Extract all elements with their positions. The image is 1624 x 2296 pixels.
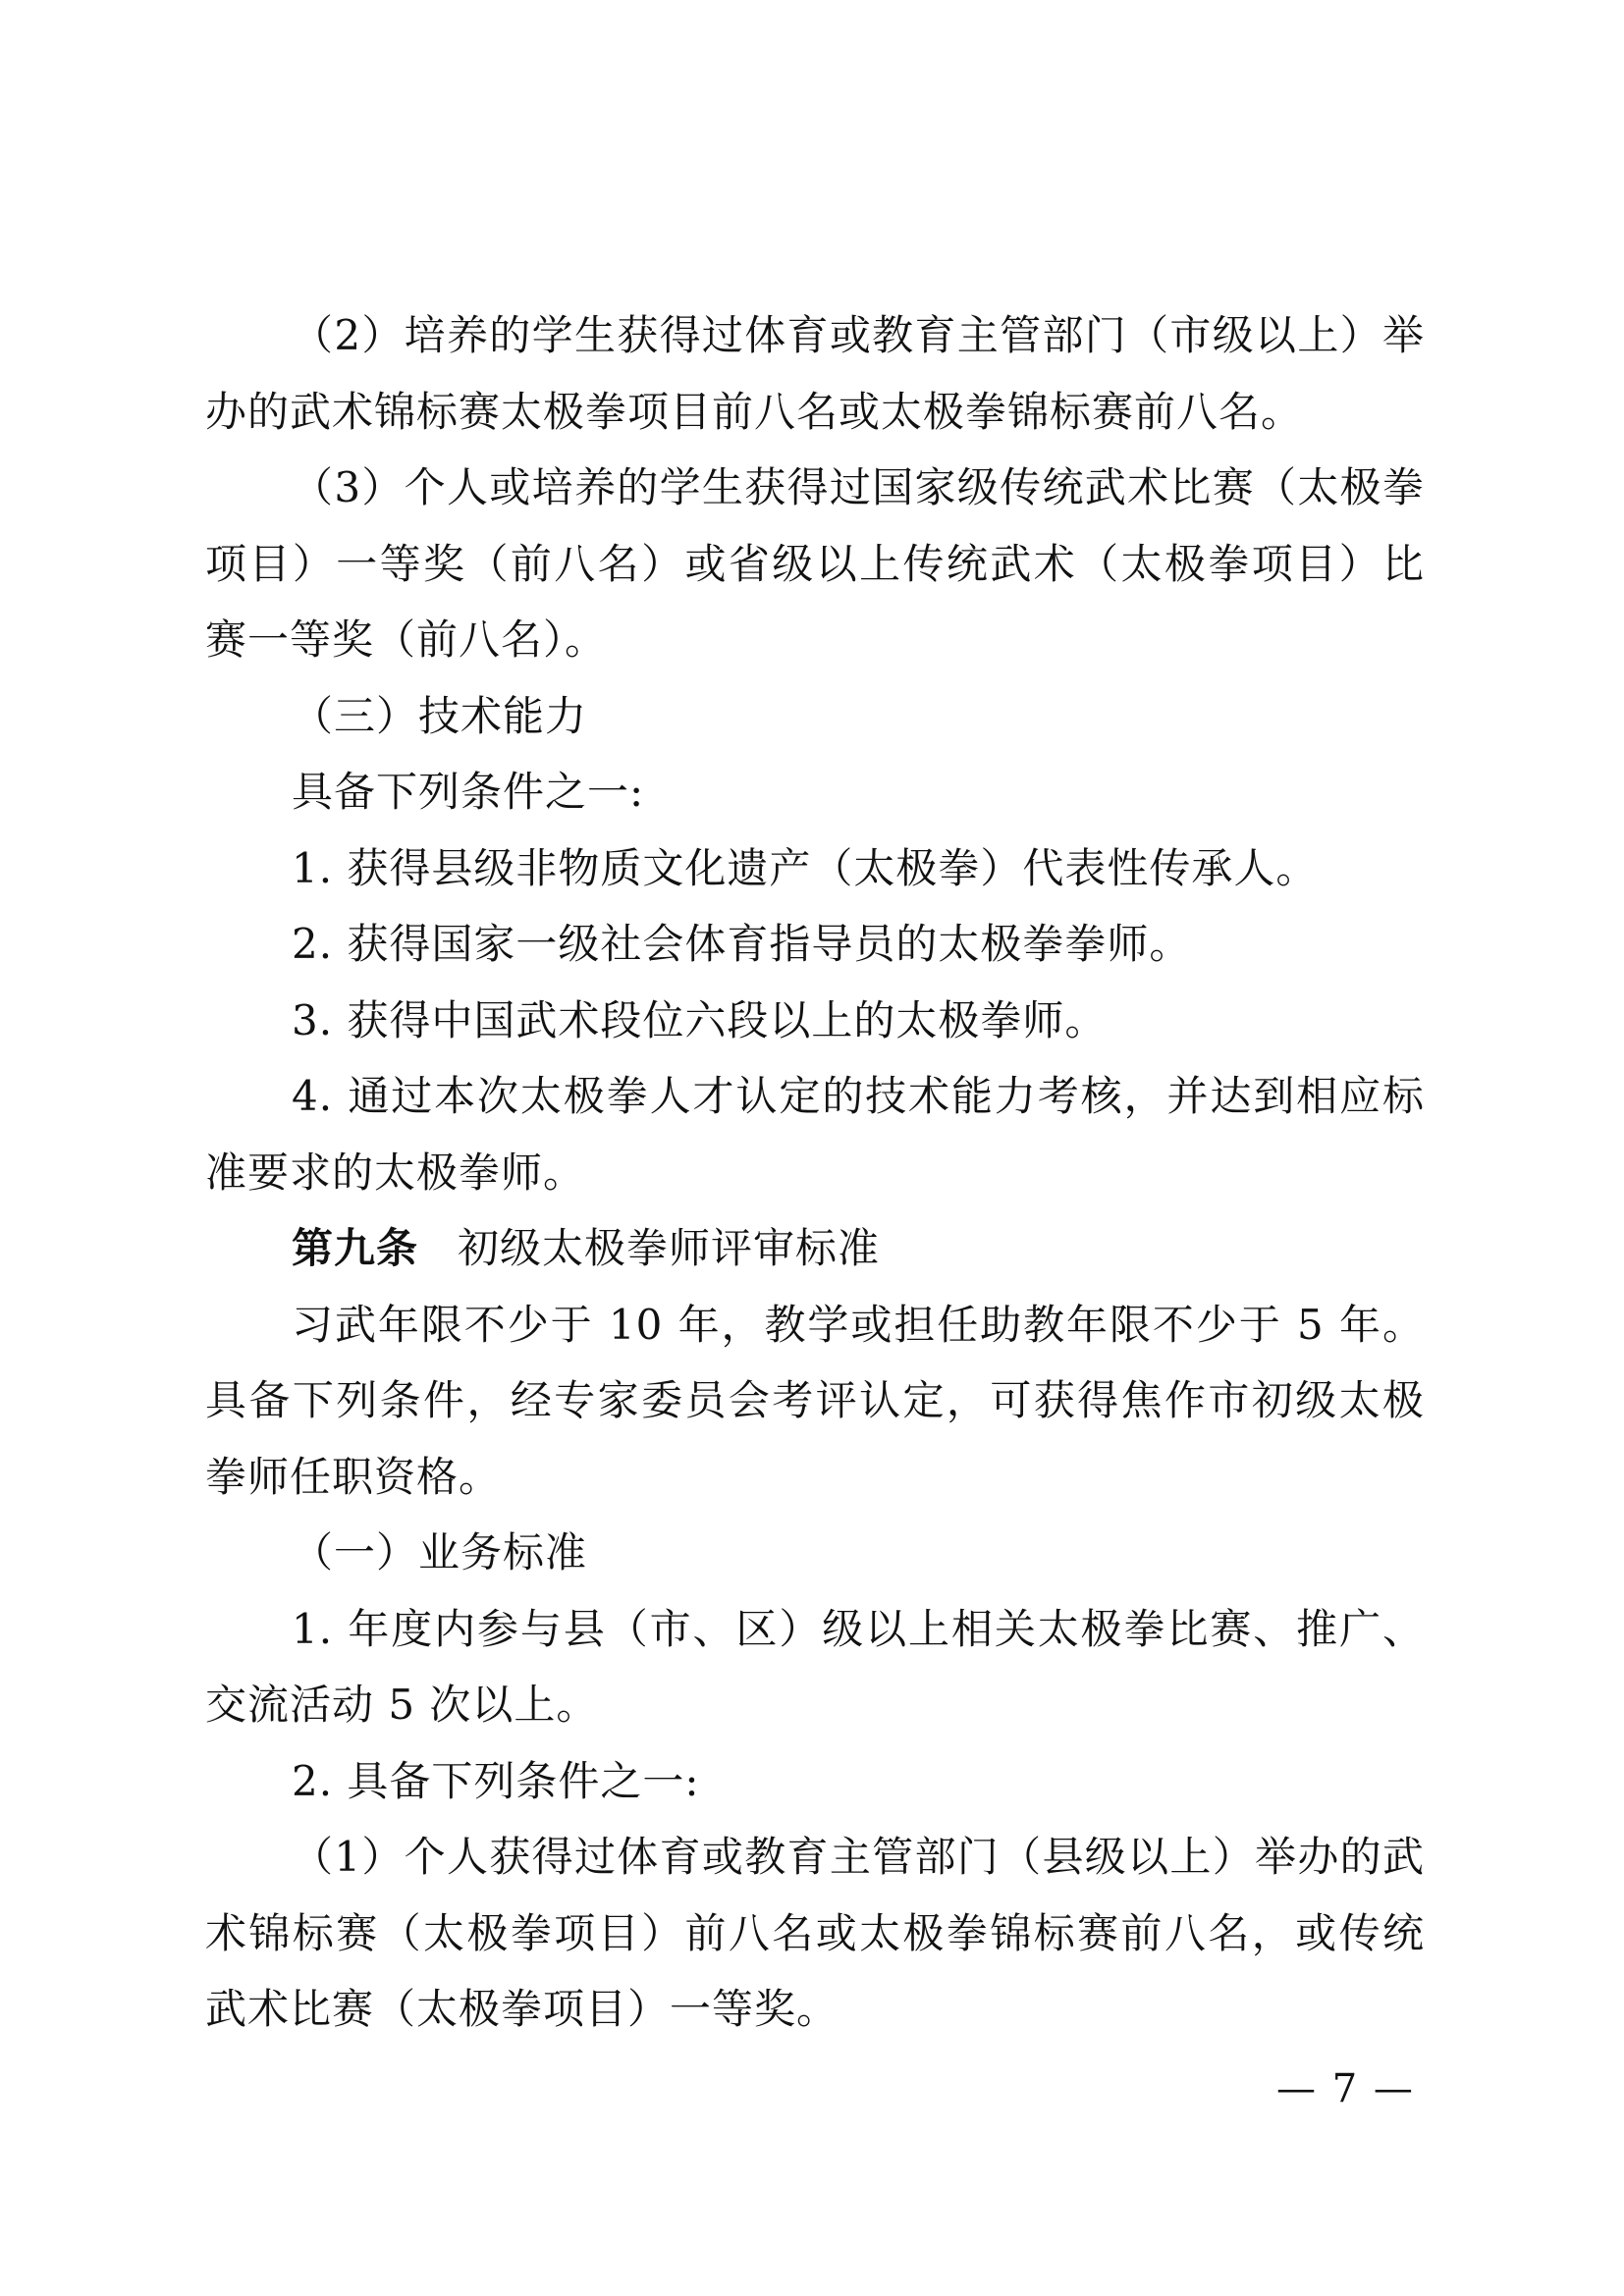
list-item-conditions: 2. 具备下列条件之一: [292, 1756, 700, 1805]
list-item-2: 2. 获得国家一级社会体育指导员的太极拳拳师。 [292, 920, 1192, 968]
paragraph-item-3-national-competition: （3）个人或培养的学生获得过国家级传统武术比赛（太极拳项目）一等奖（前八名）或省级以上传统武术（太极拳项目）比赛一等奖（前八名）。 [205, 463, 1425, 664]
list-item-3: 3. 获得中国武术段位六段以上的太极拳师。 [292, 995, 1108, 1044]
paragraph-item-1-personal-award: （1）个人获得过体育或教育主管部门（县级以上）举办的武术锦标赛（太极拳项目）前八名或太极拳锦标赛前八名，或传统武术比赛（太极拳项目）一等奖。 [205, 1833, 1425, 2033]
list-item-4: 4. 通过本次太极拳人才认定的技术能力考核，并达到相应标准要求的太极拳师。 [205, 1072, 1425, 1197]
document-body [205, 297, 1425, 2048]
paragraph-item-2-cultivated-students: （2）培养的学生获得过体育或教育主管部门（市级以上）举办的武术锦标赛太极拳项目前八名或太极拳锦标赛前八名。 [205, 311, 1425, 436]
article-title: 初级太极拳师评审标准 [458, 1224, 881, 1272]
list-item-annual-activities: 1. 年度内参与县（市、区）级以上相关太极拳比赛、推广、交流活动 5 次以上。 [205, 1604, 1425, 1729]
section-heading-business-standard: （一）业务标准 [292, 1528, 588, 1576]
article-label: 第九条 [292, 1224, 419, 1272]
list-item-1: 1. 获得县级非物质文化遗产（太极拳）代表性传承人。 [292, 843, 1319, 892]
paragraph-conditions-intro: 具备下列条件之一: [292, 768, 645, 816]
article-heading [205, 1210, 1425, 1287]
page-number: — 7 — [1276, 2066, 1415, 2111]
paragraph-requirements-intro: 习武年限不少于 10 年，教学或担任助教年限不少于 5 年。具备下列条件，经专家委员会考评认定，可获得焦作市初级太极拳师任职资格。 [205, 1300, 1425, 1501]
section-heading-technical-ability: （三）技术能力 [292, 691, 588, 740]
